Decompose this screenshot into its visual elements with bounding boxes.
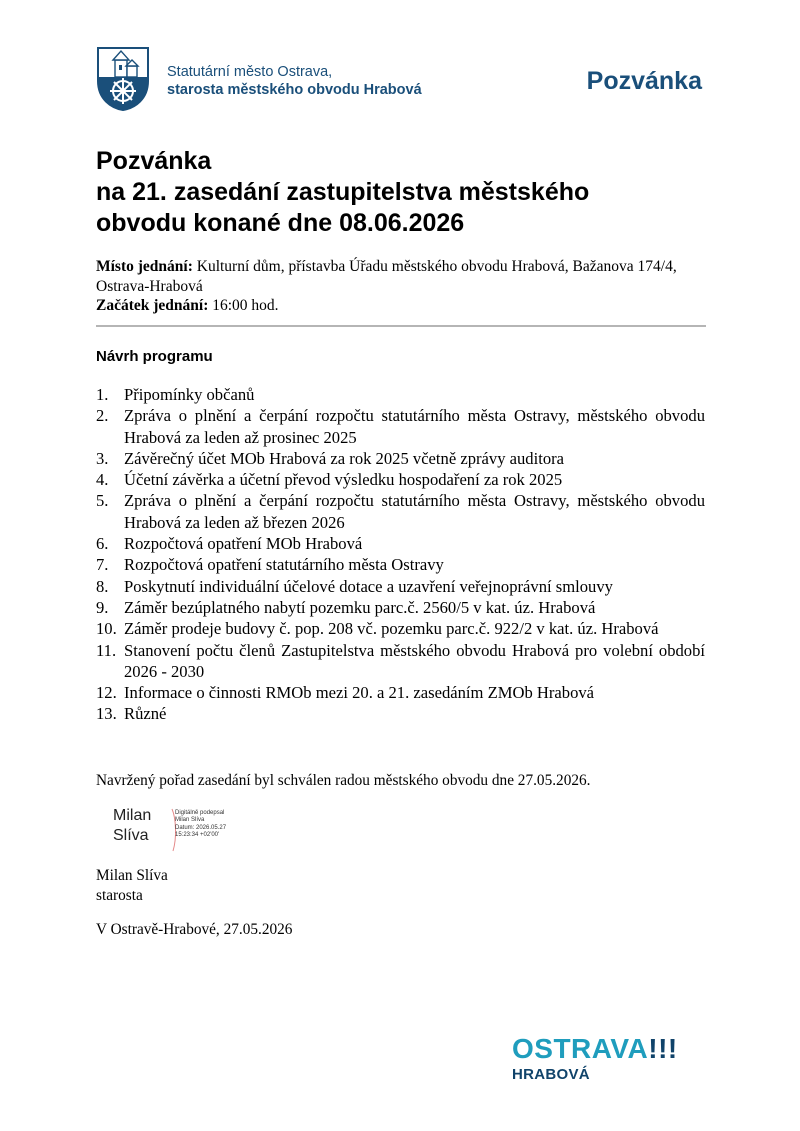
title-line-3: obvodu konané dne 08.06.2026 (96, 209, 465, 237)
meeting-info (96, 257, 706, 316)
signature-detail-line: Milan Slíva (175, 817, 205, 824)
agenda-item-text: Různé (124, 704, 167, 724)
agenda-item-number: 2. (96, 406, 109, 426)
agenda-item (96, 448, 705, 469)
logo-exclamations: !!! (648, 1033, 678, 1064)
signature-name-line2: Slíva (113, 827, 149, 844)
signer-block (96, 866, 168, 905)
signature-details (175, 810, 226, 839)
agenda-item-number: 13. (96, 704, 117, 724)
agenda-item (96, 533, 705, 554)
header-org-line1: Statutární město Ostrava, (167, 64, 333, 80)
section-divider (96, 325, 706, 327)
agenda-item-text: Zpráva o plnění a čerpání rozpočtu statutárního města Ostravy, městského obvodu Hrabová za leden až březen 2026 (124, 491, 705, 532)
agenda-item-number: 11. (96, 640, 117, 660)
agenda-item-text: Záměr prodeje budovy č. pop. 208 vč. pozemku parc.č. 922/2 v kat. úz. Hrabová (124, 619, 659, 639)
agenda-item-text: Účetní závěrka a účetní převod výsledku hospodaření za rok 2025 (124, 470, 563, 490)
header-organization (167, 63, 422, 99)
agenda-item-text: Závěrečný účet MOb Hrabová za rok 2025 včetně zprávy auditora (124, 448, 565, 468)
agenda-item-text: Připomínky občanů (124, 385, 255, 404)
agenda-item-number: 7. (96, 555, 109, 575)
signature-name (113, 806, 151, 846)
signature-detail-line: 15:23:34 +02'00' (175, 831, 220, 838)
agenda-item (96, 618, 705, 639)
logo-district: HRABOVÁ (512, 1066, 590, 1083)
coat-of-arms-icon (97, 47, 149, 111)
agenda-item (96, 384, 705, 405)
signer-role: starosta (96, 886, 143, 904)
agenda-item-text: Záměr bezúplatného nabytí pozemku parc.č. 2560/5 v kat. úz. Hrabová (124, 597, 596, 617)
agenda-item-number: 8. (96, 576, 109, 596)
agenda-item-number: 10. (96, 619, 117, 639)
logo-city-name: OSTRAVA (512, 1033, 649, 1064)
document-title (96, 146, 589, 239)
agenda-item-text: Poskytnutí individuální účelové dotace a uzavření veřejnoprávní smlouvy (124, 576, 613, 596)
agenda-item (96, 640, 705, 683)
meeting-start (96, 296, 706, 316)
agenda-item-number: 5. (96, 491, 109, 511)
approval-note: Navržený pořad zasedání byl schválen radou městského obvodu dne 27.05.2026. (96, 772, 591, 789)
agenda-item-number: 4. (96, 470, 109, 490)
place-and-date: V Ostravě-Hrabové, 27.05.2026 (96, 921, 293, 938)
signature-detail-line: Digitálně podepsal (175, 810, 225, 816)
signature-detail-line: Datum: 2026.05.27 (175, 824, 227, 831)
logo-city (512, 1034, 678, 1064)
location-value: Kulturní dům, přístavba Úřadu městského obvodu Hrabová, Bažanova 174/4, Ostrava-Hrabová (96, 258, 677, 295)
agenda-item (96, 597, 705, 618)
agenda-item-text: Informace o činnosti RMOb mezi 20. a 21. zasedáním ZMOb Hrabová (124, 683, 595, 703)
agenda-item (96, 682, 705, 703)
agenda-item-number: 1. (96, 385, 109, 404)
signature-name-line1: Milan (113, 807, 152, 824)
title-line-1: Pozvánka (96, 147, 212, 175)
agenda-item (96, 576, 705, 597)
agenda-item-number: 3. (96, 448, 109, 468)
agenda-item-number: 12. (96, 683, 117, 703)
agenda-item-text: Stanovení počtu členů Zastupitelstva městského obvodu Hrabová pro volební období 2026 - 2030 (124, 640, 705, 681)
agenda-item (96, 405, 705, 448)
agenda-item-number: 6. (96, 534, 109, 554)
agenda-item-text: Rozpočtová opatření MOb Hrabová (124, 534, 363, 554)
ostrava-logo (512, 1034, 678, 1084)
agenda-item-text: Zpráva o plnění a čerpání rozpočtu statutárního města Ostravy, městského obvodu Hrabová za leden až prosinec 2025 (124, 406, 705, 447)
meeting-location (96, 257, 706, 296)
agenda-item (96, 703, 705, 724)
location-label: Místo jednání: (96, 258, 193, 275)
start-label: Začátek jednání: (96, 297, 209, 314)
header-org-line2: starosta městského obvodu Hrabová (167, 82, 422, 98)
title-line-2: na 21. zasedání zastupitelstva městského (96, 178, 590, 206)
digital-signature (113, 806, 253, 852)
agenda-item (96, 490, 705, 533)
agenda-item-text: Rozpočtová opatření statutárního města Ostravy (124, 555, 444, 575)
header-title: Pozvánka (586, 67, 702, 95)
agenda-item (96, 469, 705, 490)
start-value: 16:00 hod. (208, 297, 279, 314)
agenda-item (96, 554, 705, 575)
agenda-list (96, 384, 705, 725)
agenda-item-number: 9. (96, 597, 109, 617)
program-heading: Návrh programu (96, 348, 213, 365)
signer-name: Milan Slíva (96, 867, 168, 884)
